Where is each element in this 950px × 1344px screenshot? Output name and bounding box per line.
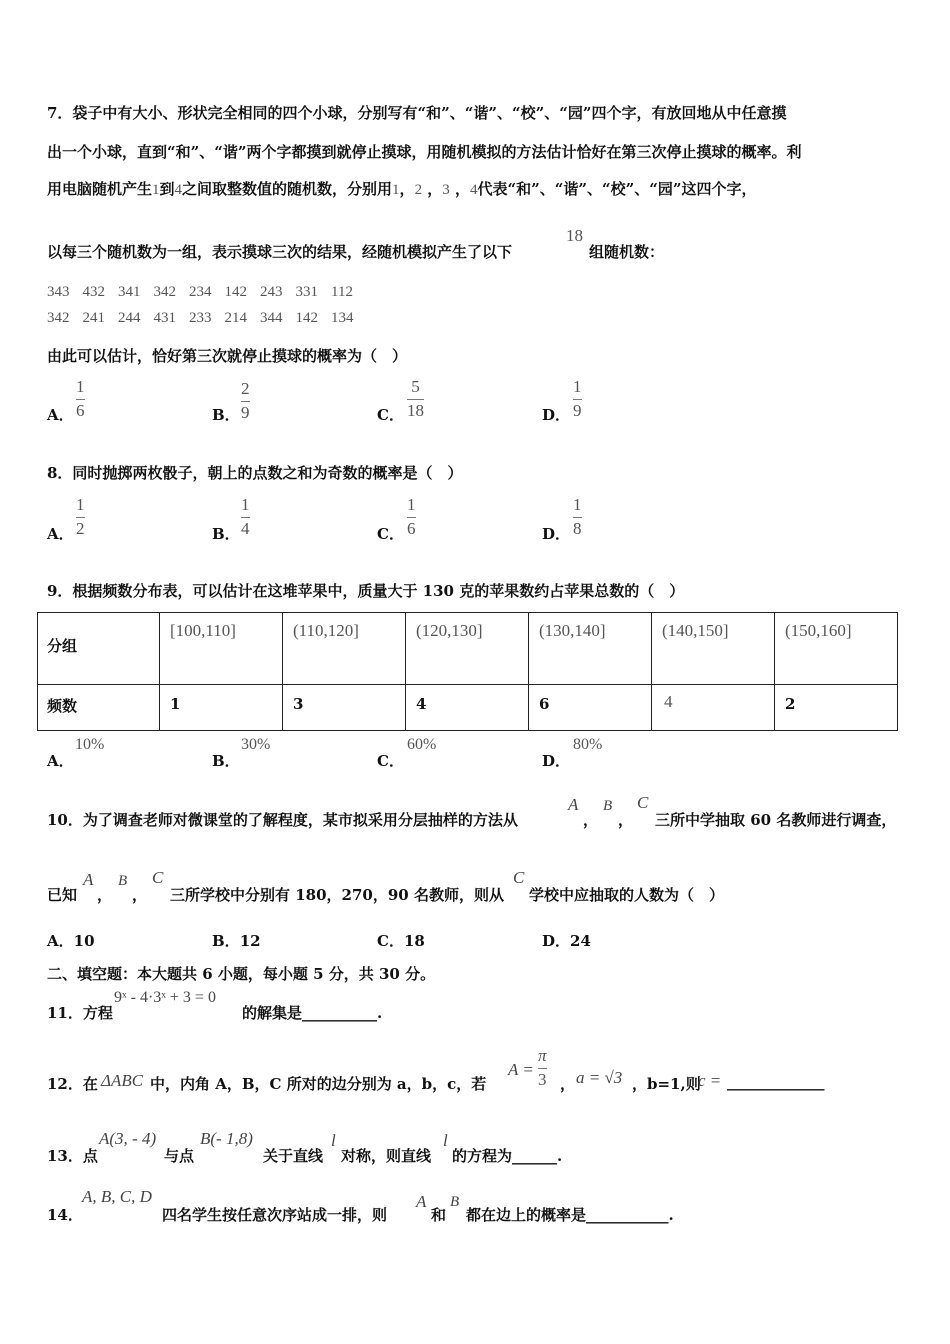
q10-letter-b: B [118,873,128,889]
table-cell-count: 2 [775,685,898,731]
q7-line2: 出一个小球，直到“和”、“谐”两个字都摸到就停止摸球，用随机模拟的方法估计恰好在第三次停止摸球的概率。利 [47,143,802,161]
q8-option-a-label: A． [47,525,74,543]
q7-question: 由此可以估计，恰好第三次就停止摸球的概率为（ ） [47,347,408,365]
q7-line4-a: 以每三个随机数为一组，表示摸球三次的结果，经随机模拟产生了以下 [47,243,513,261]
q14-letter-b: B [450,1194,460,1210]
q7-n1: 1 [152,182,160,198]
header-label: 频数 [47,697,78,715]
q9-text: 9．根据频数分布表，可以估计在这堆苹果中，质量大于 130 克的苹果数约占苹果总数的（ ） [47,582,685,600]
q10-comma: ， [97,886,113,904]
q10-option-b [212,930,261,951]
q13-pre: 13．点 [47,1147,98,1165]
table-cell-count: 4 [652,685,775,731]
q7-option-c-label: C． [377,406,404,424]
q7-c3: 3 [442,182,450,198]
section-2-heading: 二、填空题：本大题共 6 小题，每小题 5 分，共 30 分。 [47,965,436,983]
q10-line1-a: 10．为了调查老师对微课堂的了解程度，某市拟采用分层抽样的方法从 [47,811,518,829]
q9-option-c-label: C． [377,752,404,770]
frac-numerator: 1 [407,495,416,514]
table-cell-interval: (110,120] [283,613,406,685]
q10-option-a [47,930,95,951]
table-cell-count: 3 [283,685,406,731]
q10-option-d [542,930,591,951]
q10-comma: ， [132,886,148,904]
q12-triangle: ΔABC [101,1071,144,1090]
q10-line2-c: 学校中应抽取的人数为（ ） [529,886,725,904]
q14-and: 和 [431,1206,447,1224]
q13-line-l: l [443,1131,448,1150]
random-number: 431 [153,310,176,326]
q10-letter-a: A [568,795,579,814]
q9-option-d-label: D． [542,752,571,770]
q9-option-a-label: A． [47,752,74,770]
random-number: 341 [118,284,141,300]
frac-denominator: 3 [538,1069,547,1089]
q9-option-b-label: B． [212,752,240,770]
q9-option-a-value: 10% [75,736,105,753]
table-cell-count: 6 [529,685,652,731]
table-header-count [38,685,160,731]
table-cell-interval: (130,140] [529,613,652,685]
random-number: 142 [295,310,318,326]
random-number: 214 [224,310,247,326]
frac-numerator: 2 [241,379,250,398]
option-label: C． [377,932,404,950]
random-number: 134 [331,310,354,326]
q13-mid1: 与点 [164,1147,195,1165]
q12-pre: 12．在 [47,1075,98,1093]
random-number: 234 [189,284,212,300]
option-label: A． [47,932,74,950]
q7-option-d-fraction [573,378,582,420]
q10-letter-c: C [513,868,525,887]
q7-option-a-fraction [76,378,85,420]
q7-line3-d: 代表“和”、“谐”、“校”、“园”这四个字， [477,180,757,198]
random-numbers-row2 [47,310,367,327]
q7-option-c-fraction [407,378,424,420]
q13-line-l: l [331,1131,336,1150]
q12-answer-blank[interactable]: _____________ [727,1073,825,1091]
q7-option-d-label: D． [542,406,571,424]
q10-letter-c: C [152,868,164,887]
q12-side-c: c = [698,1071,722,1090]
q7-n4: 4 [174,182,183,198]
q7-line3-a: 用电脑随机产生 [47,180,153,198]
frac-denominator: 9 [573,400,582,420]
q14-pre: 14． [47,1206,83,1224]
q12-comma: ， [560,1075,576,1093]
table-cell-count: 4 [406,685,529,731]
random-number: 112 [331,284,353,300]
header-label: 分组 [47,637,78,655]
frequency-table [37,612,898,731]
q10-option-c [377,930,425,951]
frac-denominator: 6 [76,400,85,420]
frac-numerator: 1 [76,495,85,514]
q13-post: 的方程为______. [452,1147,563,1165]
frac-denominator: 8 [573,518,582,538]
random-number: 142 [224,284,247,300]
q11-pre: 11．方程 [47,1004,113,1022]
q13-mid3: 对称，则直线 [341,1147,432,1165]
q7-line3-c: 之间取整数值的随机数，分别用 [182,180,393,198]
frac-denominator: 4 [241,518,250,538]
q14-letter-a: A [416,1192,427,1211]
q14-post: 都在边上的概率是___________. [466,1206,674,1224]
frac-numerator: 5 [411,377,420,396]
q8-option-b-label: B． [212,525,240,543]
random-numbers-row1 [47,284,366,301]
frac-numerator: 1 [241,495,250,514]
table-cell-count: 1 [160,685,283,731]
q13-mid2: 关于直线 [263,1147,324,1165]
q12-pi-over-3 [538,1047,547,1089]
option-value: 24 [570,932,591,950]
q10-letter-c: C [637,793,649,812]
q7-c4: 4 [470,182,478,198]
q7-line3-b: 到 [159,180,175,198]
random-number: 344 [260,310,283,326]
q7-n18: 18 [566,226,583,245]
table-header-group [38,613,160,685]
random-number: 241 [82,310,105,326]
random-number: 432 [82,284,105,300]
q7-option-b-fraction [241,380,250,422]
option-value: 12 [239,932,261,950]
q7-line3: 用电脑随机产生1到4之间取整数值的随机数，分别用1，2 ，3 ，4代表“和”、“谐”、“校”、“园”这四个字， [47,180,757,198]
table-row-counts [38,685,898,731]
q8-option-c-label: C． [377,525,404,543]
random-number: 343 [47,284,70,300]
frac-denominator: 2 [76,518,85,538]
q8-text: 8．同时抛掷两枚骰子，朝上的点数之和为奇数的概率是（ ） [47,464,463,482]
q10-comma: ， [583,811,599,829]
q8-option-d-label: D． [542,525,571,543]
q7-line1: 7．袋子中有大小、形状完全相同的四个小球，分别写有“和”、“谐”、“校”、“园”四个字，有放回地从中任意摸 [47,104,787,122]
random-number: 244 [118,310,141,326]
random-number: 243 [260,284,283,300]
frac-numerator: 1 [76,377,85,396]
q14-letters: A, B, C, D [82,1187,152,1206]
q12-side-a: a = √3 [576,1068,623,1087]
q12-b-text: ，b=1,则 [632,1075,701,1093]
q9-option-c-value: 60% [407,736,437,753]
table-cell-interval: (150,160] [775,613,898,685]
q9-option-d-value: 80% [573,736,603,753]
option-label: D． [542,932,571,950]
q7-option-b-label: B． [212,406,240,424]
table-row-groups [38,613,898,685]
q10-letter-a: A [83,870,94,889]
random-number: 233 [189,310,212,326]
q14-mid1: 四名学生按任意次序站成一排，则 [162,1206,388,1224]
q11-equation: 9ˣ - 4·3ˣ + 3 = 0 [114,989,216,1006]
random-number: 342 [153,284,176,300]
q8-option-a-fraction [76,496,85,538]
frac-denominator: 18 [407,400,424,420]
q9-option-b-value: 30% [241,736,271,753]
q7-c2: 2 [414,182,423,198]
frac-numerator: π [538,1046,547,1065]
q11-post: 的解集是__________. [242,1004,383,1022]
random-number: 342 [47,310,70,326]
option-label: B． [212,932,240,950]
q10-line2-a: 已知 [47,886,78,904]
q8-option-d-fraction [573,496,582,538]
q12-angle-a: A = [508,1060,534,1079]
q8-option-b-fraction [241,496,250,538]
q10-line2-b: 三所学校中分别有 180，270，90 名教师，则从 [170,886,504,904]
option-value: 10 [73,932,95,950]
table-cell-interval: [100,110] [160,613,283,685]
frac-denominator: 9 [241,402,250,422]
random-number: 331 [295,284,318,300]
q7-option-a-label: A． [47,406,74,424]
q7-line4-b: 组随机数： [589,243,665,261]
frac-denominator: 6 [407,518,416,538]
frac-numerator: 1 [573,495,582,514]
frac-numerator: 1 [573,377,582,396]
option-value: 18 [403,932,425,950]
table-cell-interval: (140,150] [652,613,775,685]
q12-mid: 中，内角 A，B，C 所对的边分别为 a，b，c，若 [150,1075,487,1093]
table-cell-interval: (120,130] [406,613,529,685]
q10-comma: ， [618,811,634,829]
q13-point-a: A(3, - 4) [99,1129,157,1148]
q13-point-b: B(- 1,8) [200,1129,253,1148]
q10-line1-b: 三所中学抽取 60 名教师进行调查， [655,811,897,829]
q10-letter-b: B [603,798,613,814]
q8-option-c-fraction [407,496,416,538]
q7-c1: 1 [392,182,400,198]
